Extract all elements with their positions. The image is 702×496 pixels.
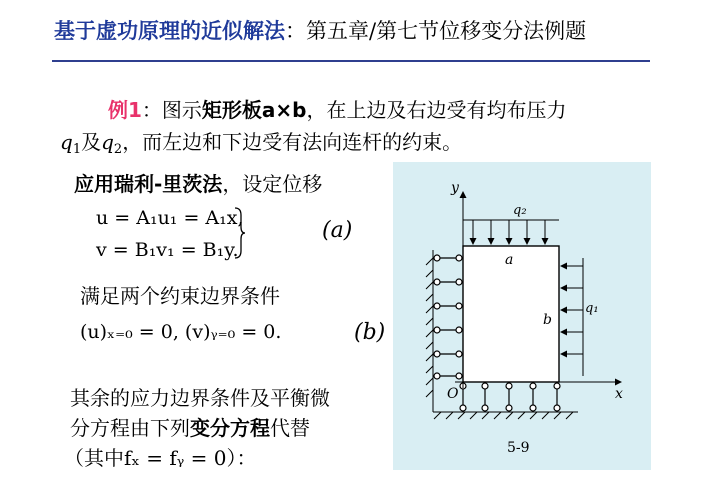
label-a: a — [505, 252, 514, 268]
and-text: 及 — [81, 130, 102, 154]
title-colon: ： — [285, 19, 306, 43]
right-load-arrows — [561, 258, 583, 376]
equation-v: v = B₁v₁ = B₁y. — [96, 239, 239, 261]
remaining-text-a: 分方程由下列 — [70, 416, 190, 440]
right-brace-icon — [234, 207, 246, 259]
equation-boundary: (u)ₓ₌₀ = 0, (v)ᵧ₌₀ = 0. — [80, 321, 282, 343]
title-divider — [52, 60, 650, 62]
label-origin: O — [447, 386, 459, 402]
variational-equation: 变分方程 — [190, 416, 270, 440]
problem-text-a: ：图示 — [141, 98, 202, 122]
method-name: 应用瑞利-里茨法 — [74, 172, 223, 196]
example-label: 例1 — [108, 98, 142, 122]
q2-symbol: q — [101, 130, 114, 154]
label-q1: q₁ — [585, 301, 599, 316]
q1-subscript: 1 — [72, 142, 82, 157]
page-title — [54, 16, 586, 46]
equation-label-b: (b) — [354, 320, 386, 345]
label-q2: q₂ — [513, 203, 527, 218]
label-y: y — [451, 180, 459, 196]
title-rest: 第五章/第七节位移变分法例题 — [306, 19, 587, 43]
equation-label-a: (a) — [322, 218, 353, 243]
plate-figure — [393, 162, 651, 470]
problem-line-1 — [108, 96, 567, 124]
left-links — [434, 255, 462, 379]
left-wall-hatch — [426, 250, 433, 412]
figure-caption: 5-9 — [507, 440, 530, 456]
remaining-text-c: 代替 — [270, 416, 310, 440]
equation-u: u = A₁u₁ = A₁x, — [96, 207, 244, 229]
problem-line-2 — [60, 128, 462, 164]
remaining-line-1: 其余的应力边界条件及平衡微 — [70, 386, 330, 410]
problem-text-rest: ，而左边和下边受有法向连杆的约束。 — [122, 130, 463, 154]
title-highlight: 基于虚功原理的近似解法 — [54, 19, 285, 43]
bottom-links — [460, 383, 560, 411]
method-rest: ，设定位移 — [222, 172, 323, 196]
constraint-text: 满足两个约束边界条件 — [80, 284, 280, 308]
method-line — [74, 170, 322, 198]
label-x: x — [615, 386, 623, 402]
q1-symbol: q — [60, 130, 73, 154]
plate-diagram — [393, 162, 651, 470]
plate-name: 矩形板a×b — [201, 98, 307, 122]
remaining-line-2 — [70, 414, 310, 442]
remaining-line-3: （其中fₓ = fᵧ = 0）： — [64, 446, 257, 470]
top-load-arrows — [463, 220, 559, 244]
label-b: b — [543, 312, 552, 328]
q2-subscript: 2 — [113, 142, 123, 157]
problem-text-c: ，在上边及右边受有均布压力 — [306, 98, 567, 122]
bottom-wall-hatch — [433, 412, 578, 419]
